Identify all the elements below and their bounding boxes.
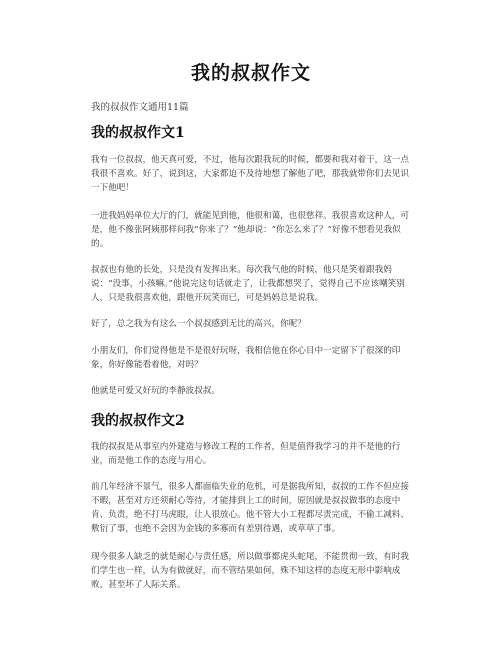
- document-title: 我的叔叔作文: [190, 62, 311, 84]
- paragraph: 叔叔也有他的长处，只是没有发挥出来。每次我气他的时候，他只是笑着跟我妈说：“没事，小孩嘛。”他说完这句话就走了，让我都想哭了，觉得自己不应该嘲笑别人，只是我很喜欢他，跟他开玩笑而已，可是妈妈总是说我。: [91, 265, 405, 303]
- paragraph: 一进我妈妈单位大厅的门，就能见到他，他很和蔼，也很慈祥。我很喜欢这种人，可是，他不像张阿姨那样问我“你来了？”他却说：“你怎么来了？”好像不想看见我似的。: [91, 211, 409, 249]
- paragraph: 我的叔叔是从事室内外建造与修改工程的工作者，但是值得我学习的并不是他的行业，而是他工作的态度与用心。: [91, 442, 401, 466]
- paragraph: 他就是可爱又好玩的李静波叔叔。: [91, 386, 220, 396]
- paragraph: 我有一位叔叔，他天真可爱，不过，他每次跟我玩的时候，都要和我对着干，这一点我很不喜欢。好了，说到这，大家都迫不及待地想了解他了吧，那我就带你们去见识一下他吧！: [91, 155, 409, 193]
- paragraph: 现今很多人缺乏的就是耐心与责任感，所以做事都虎头蛇尾，不能贯彻一致，有时我们学生也一样，认为有做就好，而不管结果如何，殊不知这样的态度无形中影响成败，甚至坏了人际关系。: [91, 552, 409, 590]
- paragraph: 小朋友们，你们觉得他是不是很好玩呀，我相信他在你心目中一定留下了很深的印象，你好像能看着他，对吗？: [91, 346, 401, 370]
- document-subtitle: 我的叔叔作文通用11篇: [91, 102, 189, 113]
- paragraph: 前几年经济不景气，很多人都面临失业的危机，可是据我所知，叔叔的工作不但应接不暇，甚至对方还须耐心等待，才能排到上工的时间，原因就是叔叔做事的态度中肯、负责，绝不打马虎眼，让人很放心。他不管大小工程都尽责完成，不偷工减料、敷衍了事，也绝不会因为金钱的多寡而有差别待遇，或草草了事。: [91, 482, 409, 534]
- paragraph: 好了，总之我为有这么一个叔叔感到无比的高兴，你呢？: [91, 319, 306, 329]
- section-heading-2: 我的叔叔作文2: [91, 413, 185, 429]
- section-heading-1: 我的叔叔作文1: [91, 125, 185, 141]
